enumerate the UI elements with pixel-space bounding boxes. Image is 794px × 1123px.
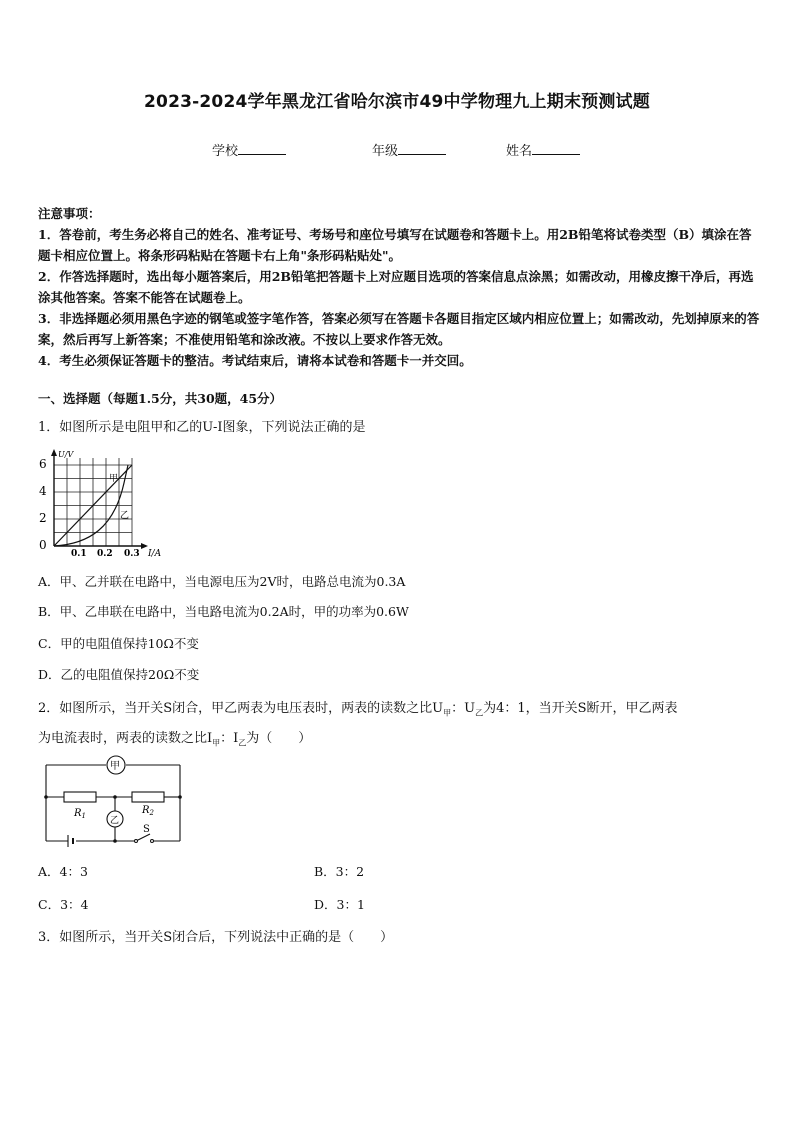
subscript-jia: 甲: [212, 738, 221, 748]
school-label: 学校: [212, 144, 239, 159]
name-blank: [532, 142, 580, 155]
curve-label-yi: 乙: [120, 511, 130, 521]
q3-stem: 3．如图所示，当开关S闭合后，下列说法中正确的是（ ）: [38, 930, 394, 945]
q2-option-b: B．3：2: [314, 864, 365, 879]
grade-field: [372, 140, 446, 159]
section-heading: 一、选择题（每题1.5分，共30题，45分）: [38, 391, 283, 406]
name-label: 姓名: [506, 144, 533, 159]
q1-ui-graph: [34, 448, 174, 558]
q2-stem-part: 为（ ）: [246, 731, 312, 746]
switch-label: S: [143, 824, 150, 835]
subscript-yi: 乙: [475, 708, 484, 718]
notes-heading: 注意事项：: [38, 206, 101, 221]
school-field: [212, 140, 286, 159]
q2-stem-part: 为4：1，当开关S断开，甲乙两表: [483, 701, 678, 716]
school-blank: [238, 142, 286, 155]
q2-stem-line1: [38, 697, 678, 719]
subscript-yi: 乙: [238, 738, 247, 748]
q2-stem-part: ：I: [220, 731, 239, 746]
q1-option-d: D．乙的电阻值保持20Ω不变: [38, 667, 200, 682]
meter-jia-label: 甲: [110, 761, 120, 772]
exam-title: 2023-2024学年黑龙江省哈尔滨市49中学物理九上期末预测试题: [144, 92, 650, 112]
x-tick-0.1: 0.1: [71, 549, 87, 558]
notes-item-1: 1．答卷前，考生务必将自己的姓名、准考证号、考场号和座位号填写在试题卷和答题卡上。用2B铅笔将试卷类型（B）填涂在答题卡相应位置上。将条形码粘贴在答题卡右上角"条形码粘贴处"。: [38, 227, 752, 263]
x-tick-0.2: 0.2: [97, 549, 113, 558]
grade-blank: [398, 142, 446, 155]
q1-option-a: A．甲、乙并联在电路中，当电源电压为2V时，电路总电流为0.3A: [38, 574, 406, 589]
notes-block: [38, 203, 760, 371]
meter-yi-label: 乙: [110, 816, 120, 826]
name-field: [506, 140, 580, 159]
q1-stem: 1．如图所示是电阻甲和乙的U-I图象，下列说法正确的是: [38, 420, 366, 435]
r1-label: $R_1$: [74, 808, 86, 820]
y-tick-0: 0: [39, 538, 47, 552]
notes-item-4: 4．考生必须保证答题卡的整洁。考试结束后，请将本试卷和答题卡一并交回。: [38, 353, 472, 368]
y-tick-4: 4: [39, 484, 47, 498]
q2-stem-line2: [38, 727, 311, 749]
notes-item-2: 2．作答选择题时，选出每小题答案后，用2B铅笔把答题卡上对应题目选项的答案信息点涂黑；如需改动，用橡皮擦干净后，再选涂其他答案。答案不能答在试题卷上。: [38, 269, 754, 305]
subscript-jia: 甲: [443, 708, 452, 718]
q2-option-a: A．4：3: [38, 864, 88, 879]
q1-option-b: B．甲、乙串联在电路中，当电路电流为0.2A时，甲的功率为0.6W: [38, 604, 409, 619]
q1-option-c: C．甲的电阻值保持10Ω不变: [38, 636, 199, 651]
curve-label-jia: 甲: [109, 474, 119, 484]
grade-label: 年级: [372, 144, 399, 159]
notes-item-3: 3．非选择题必须用黑色字迹的钢笔或签字笔作答，答案必须写在答题卡各题目指定区域内相应位置上；如需改动，先划掉原来的答案，然后再写上新答案；不准使用铅笔和涂改液。不按以上要求作答无效。: [38, 311, 760, 347]
q2-stem-part: 为电流表时，两表的读数之比I: [38, 731, 213, 746]
y-tick-6: 6: [39, 457, 47, 471]
y-tick-2: 2: [39, 511, 47, 525]
q2-option-c: C．3：4: [38, 897, 89, 912]
q2-stem-part: ：U: [451, 701, 476, 716]
q2-option-d: D．3：1: [314, 897, 365, 912]
y-axis-label: U/V: [58, 450, 74, 459]
x-axis-label: I/A: [148, 549, 162, 558]
q2-stem-part: 2．如图所示，当开关S闭合，甲乙两表为电压表时，两表的读数之比U: [38, 701, 444, 716]
x-tick-0.3: 0.3: [124, 549, 140, 558]
q2-circuit-diagram: [40, 755, 190, 850]
r2-label: $R_2$: [142, 805, 154, 817]
